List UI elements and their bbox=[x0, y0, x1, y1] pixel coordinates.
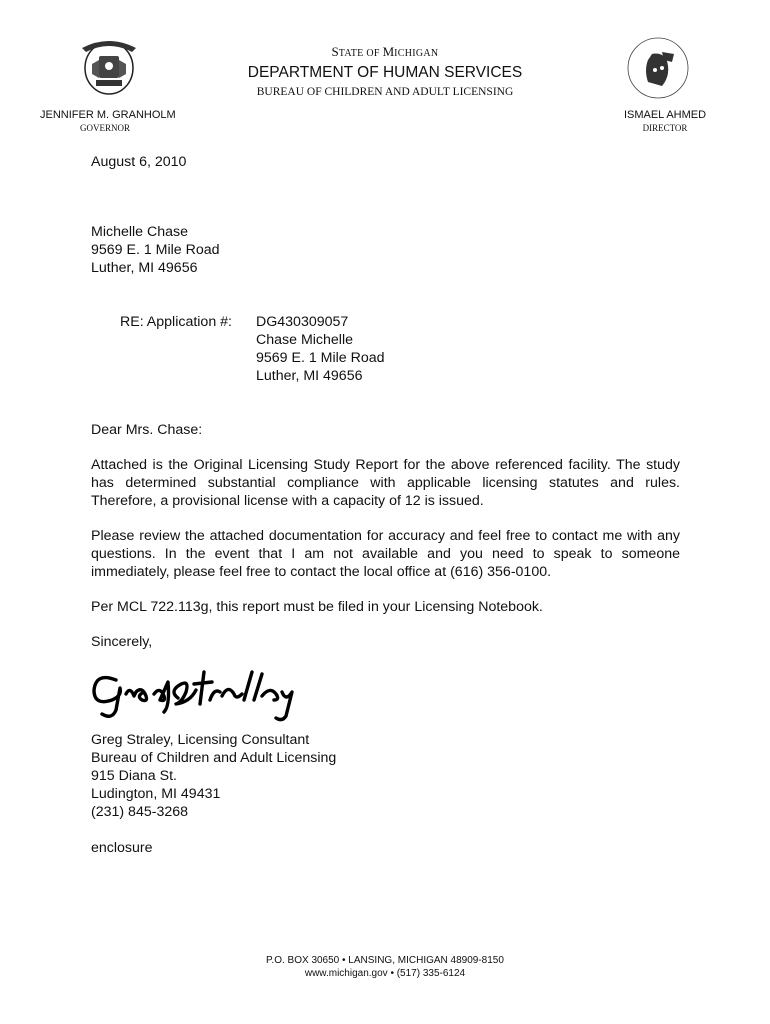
paragraph-1: Attached is the Original Licensing Study Report for the above referenced facility. The study has determined substantial compliance with applicable licensing statutes and rules. Therefore, a provisional license with a capacity of 12 is issued. bbox=[91, 457, 680, 509]
footer-address: P.O. BOX 30650 • LANSING, MICHIGAN 48909-8150 bbox=[266, 955, 504, 966]
enclosure-note: enclosure bbox=[91, 840, 153, 856]
sender-street: 915 Diana St. bbox=[91, 768, 177, 784]
application-number: DG430309057 bbox=[256, 314, 349, 330]
re-label: RE: Application #: bbox=[120, 314, 232, 330]
governor-title: GOVERNOR bbox=[80, 123, 131, 133]
re-details bbox=[256, 313, 385, 385]
letterhead-department: DEPARTMENT OF HUMAN SERVICES bbox=[247, 64, 523, 81]
recipient-line: 9569 E. 1 Mile Road bbox=[91, 242, 220, 258]
footer-contact: www.michigan.gov • (517) 335-6124 bbox=[304, 968, 466, 979]
recipient-line: Michelle Chase bbox=[91, 224, 188, 240]
re-line: 9569 E. 1 Mile Road bbox=[256, 350, 385, 366]
letter-date: August 6, 2010 bbox=[91, 154, 187, 170]
paragraph-2: Please review the attached documentation for accuracy and feel free to contact me with any questions. In the event that I am not available and you need to speak to someone immediately, please feel free to contact the local office at (616) 356-0100. bbox=[91, 528, 680, 580]
letterhead-state: STATE OF MICHIGAN bbox=[331, 44, 439, 59]
governor-name: JENNIFER M. GRANHOLM bbox=[40, 109, 176, 121]
michigan-state-seal bbox=[74, 34, 144, 98]
re-line: Luther, MI 49656 bbox=[256, 368, 363, 384]
dhs-department-seal bbox=[622, 30, 692, 102]
sender-city: Ludington, MI 49431 bbox=[91, 786, 221, 802]
handwritten-signature bbox=[86, 662, 306, 722]
sender-phone: (231) 845-3268 bbox=[91, 804, 189, 820]
director-title: DIRECTOR bbox=[642, 123, 688, 133]
recipient-line: Luther, MI 49656 bbox=[91, 260, 198, 276]
sender-block bbox=[91, 731, 336, 821]
letterhead-bureau: BUREAU OF CHILDREN AND ADULT LICENSING bbox=[256, 86, 514, 98]
sender-name-title: Greg Straley, Licensing Consultant bbox=[91, 732, 310, 748]
re-line: Chase Michelle bbox=[256, 332, 353, 348]
sender-bureau: Bureau of Children and Adult Licensing bbox=[91, 750, 337, 766]
closing: Sincerely, bbox=[91, 634, 153, 650]
director-name: ISMAEL AHMED bbox=[623, 109, 707, 121]
recipient-address bbox=[91, 223, 220, 277]
paragraph-3: Per MCL 722.113g, this report must be filed in your Licensing Notebook. bbox=[91, 599, 543, 615]
salutation: Dear Mrs. Chase: bbox=[91, 422, 203, 438]
